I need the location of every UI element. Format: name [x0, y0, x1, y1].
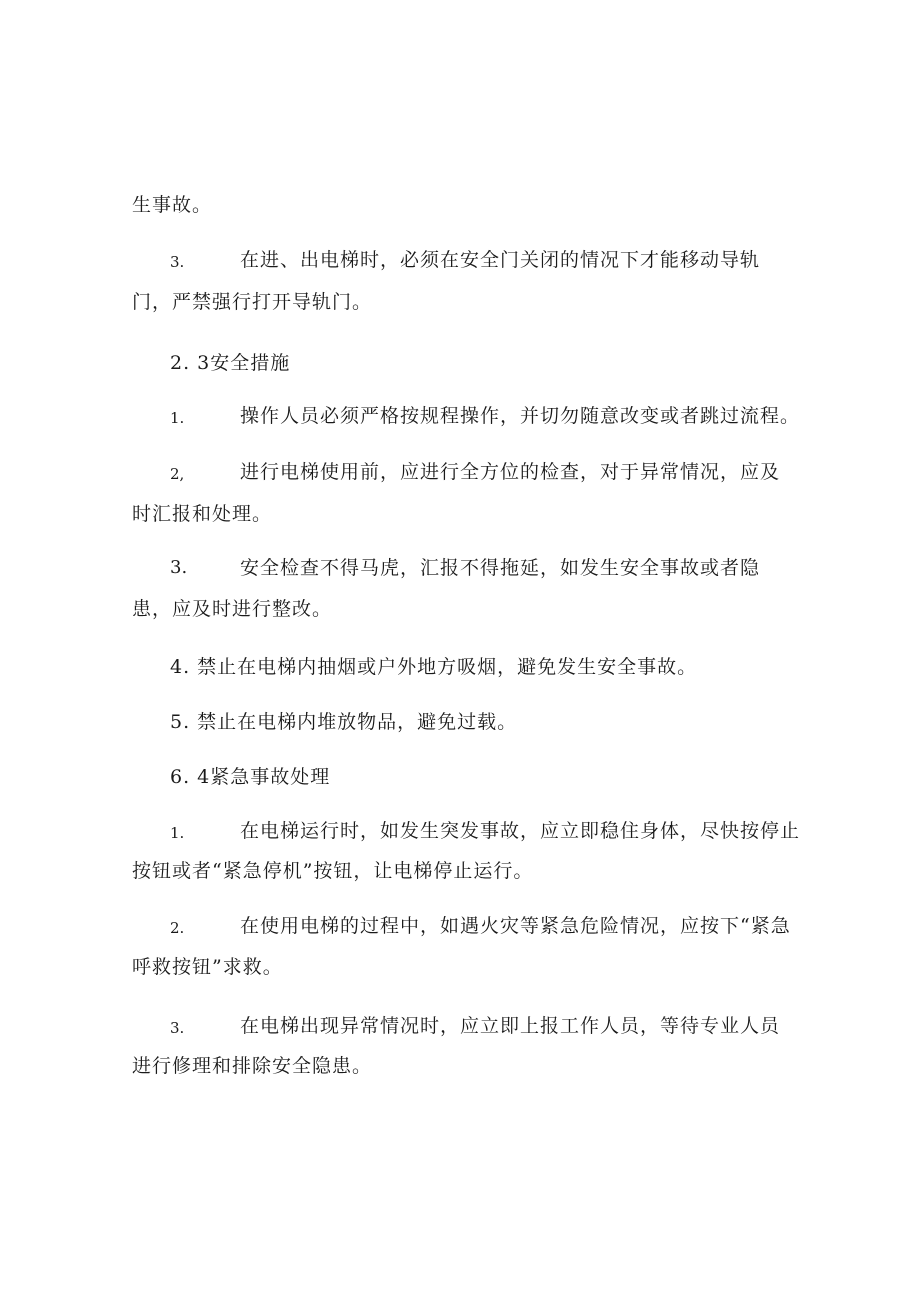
section-heading: 2. 3安全措施 — [170, 352, 291, 374]
paragraph-text: 操作人员必须严格按规程操作，并切勿随意改变或者跳过流程。 — [240, 405, 801, 427]
list-number: 2. — [170, 919, 185, 937]
paragraph-text: 4. 禁止在电梯内抽烟或户外地方吸烟，避免发生安全事故。 — [170, 656, 698, 678]
paragraph-text: 在使用电梯的过程中，如遇火灾等紧急危险情况，应按下“紧急 — [240, 915, 791, 937]
paragraph-text: 进行修理和排除安全隐患。 — [132, 1055, 373, 1077]
paragraph-text: 时汇报和处理。 — [132, 503, 273, 525]
list-number: 1. — [170, 409, 185, 427]
paragraph-text: 进行电梯使用前，应进行全方位的检查，对于异常情况，应及 — [240, 461, 781, 483]
section-heading: 6. 4紧急事故处理 — [170, 766, 331, 788]
paragraph-text: 5. 禁止在电梯内堆放物品，避免过载。 — [170, 711, 518, 733]
paragraph-text: 呼救按钮”求救。 — [132, 956, 283, 978]
list-number: 3. — [170, 253, 185, 271]
paragraph-text: 门，严禁强行打开导轨门。 — [132, 291, 373, 313]
paragraph-text: 安全检查不得马虎，汇报不得拖延，如发生安全事故或者隐 — [240, 557, 761, 579]
paragraph-text: 在进、出电梯时，必须在安全门关闭的情况下才能移动导轨 — [240, 249, 761, 271]
list-number: 1. — [170, 824, 185, 842]
paragraph-text: 在电梯运行时，如发生突发事故，应立即稳住身体，尽快按停止 — [240, 820, 801, 842]
paragraph-text: 生事故。 — [132, 194, 213, 216]
list-number: 3. — [170, 1019, 185, 1037]
paragraph-text: 患，应及时进行整改。 — [132, 598, 333, 620]
list-number: 2, — [170, 465, 185, 483]
list-number: 3. — [170, 557, 188, 578]
paragraph-text: 按钮或者“紧急停机”按钮，让电梯停止运行。 — [132, 860, 534, 882]
paragraph-text: 在电梯出现异常情况时，应立即上报工作人员，等待专业人员 — [240, 1015, 781, 1037]
